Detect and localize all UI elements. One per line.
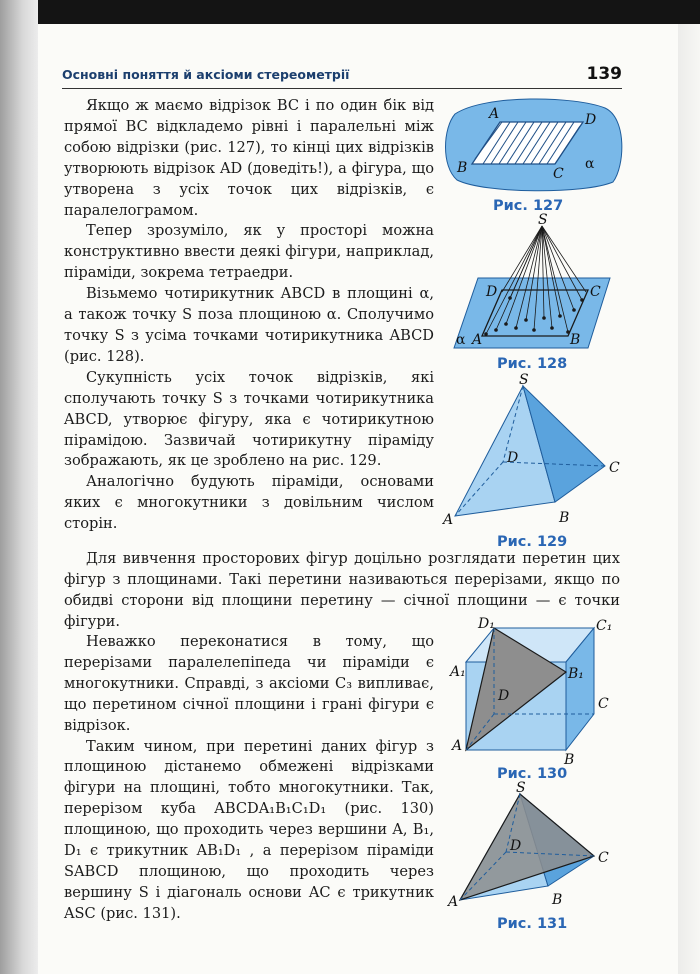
label-c: C: [609, 460, 620, 476]
caption-fig131: Рис. 131: [497, 916, 568, 932]
label-b: B: [457, 160, 468, 176]
caption-fig130: Рис. 130: [497, 766, 568, 782]
page-number: 139: [586, 64, 622, 84]
caption-fig127: Рис. 127: [493, 198, 564, 214]
paragraph: Неважко переконатися в тому, що перерізами паралелепіпеда чи піраміди є многокутники. Справді, з аксіоми C₃ випливає, що перетином січної площини і грані фігури є відрізок.: [64, 633, 434, 734]
figure-127: [445, 96, 625, 192]
label-c: C: [590, 284, 601, 300]
label-d: D: [486, 284, 498, 300]
text-column-top: [64, 96, 434, 535]
running-header: [62, 64, 622, 86]
label-a1: A₁: [450, 664, 466, 680]
label-d1: D₁: [478, 616, 495, 632]
label-b: B: [552, 892, 563, 908]
paragraph: Аналогічно будують піраміди, основами яких є многокутники з довільним числом сторін.: [64, 473, 434, 533]
caption-fig128: Рис. 128: [497, 356, 568, 372]
figure-131: [448, 780, 628, 910]
label-a: A: [489, 106, 500, 122]
scan-top-border: [38, 0, 700, 24]
label-d: D: [498, 688, 510, 704]
figure-130: [448, 618, 628, 768]
paragraph: Для вивчення просторових фігур доцільно розглядати перетин цих фігур з площинами. Такі перетини називаються перерізами, якщо по обидві сторони від площини перетину — січної площини — є точки фігури.: [64, 550, 620, 630]
paragraph: Якщо ж маємо відрізок BC і по один бік від прямої BC відкладемо рівні і паралельні між собою відрізки (рис. 127), то кінці цих відрізків утворюють відрізок AD (доведіть!), а фігура, що утворена з усіх точок цих відрізків, є паралелограмом.: [64, 97, 434, 219]
figure-129: [443, 372, 625, 528]
paragraph: Таким чином, при перетині даних фігур з площиною дістанемо обмежені відрізками фігури на площині, тобто многокутники. Так, перерізом куба ABCDA₁B₁C₁D₁ (рис. 130) площиною, що проходить через вершини A, B₁, D₁ є трикутник AB₁D₁ , а перерізом піраміди SABCD площиною, що проходить через вершину S і діагональ основи AC є трикутник ASC (рис. 131).: [64, 737, 434, 922]
label-c: C: [553, 166, 564, 182]
label-c1: C₁: [596, 618, 613, 634]
label-d: D: [585, 112, 597, 128]
text-column-bottom: [64, 632, 434, 925]
label-c: C: [598, 850, 609, 866]
label-b: B: [564, 752, 575, 768]
caption-fig129: Рис. 129: [497, 534, 568, 550]
label-b: B: [559, 510, 570, 526]
label-a: A: [443, 512, 454, 528]
label-alpha: α: [456, 332, 466, 348]
label-a: A: [472, 332, 483, 348]
figure-128: [450, 212, 620, 350]
page-right-edge: [678, 24, 700, 974]
label-s: S: [519, 372, 529, 388]
label-s: S: [538, 212, 548, 228]
label-s: S: [516, 780, 526, 796]
paragraph: Візьмемо чотирикутник ABCD в площині α, а також точку S поза площиною α. Сполучимо точку S з усіма точками чотирикутника ABCD (рис. 128).: [64, 285, 434, 365]
label-d: D: [507, 450, 519, 466]
header-rule: [62, 88, 622, 89]
page-binding-shadow: [0, 0, 38, 974]
label-d: D: [510, 838, 522, 854]
chapter-title: Основні поняття й аксіоми стереометрії: [62, 67, 350, 82]
label-c: C: [598, 696, 609, 712]
label-b: B: [570, 332, 581, 348]
paragraph: Сукупність усіх точок відрізків, які сполучають точку S з точками чотирикутника ABCD, утворює фігуру, яка є чотирикутною пірамідою. Зазвичай чотирикутну піраміду зображають, як це зроблено на рис. 129.: [64, 368, 434, 470]
label-a: A: [452, 738, 463, 754]
label-alpha: α: [585, 156, 595, 172]
paragraph: Тепер зрозуміло, як у просторі можна конструктивно ввести деякі фігури, наприклад, піраміди, зокрема тетраедри.: [64, 222, 434, 282]
label-a: A: [448, 894, 459, 910]
label-b1: B₁: [568, 666, 584, 682]
